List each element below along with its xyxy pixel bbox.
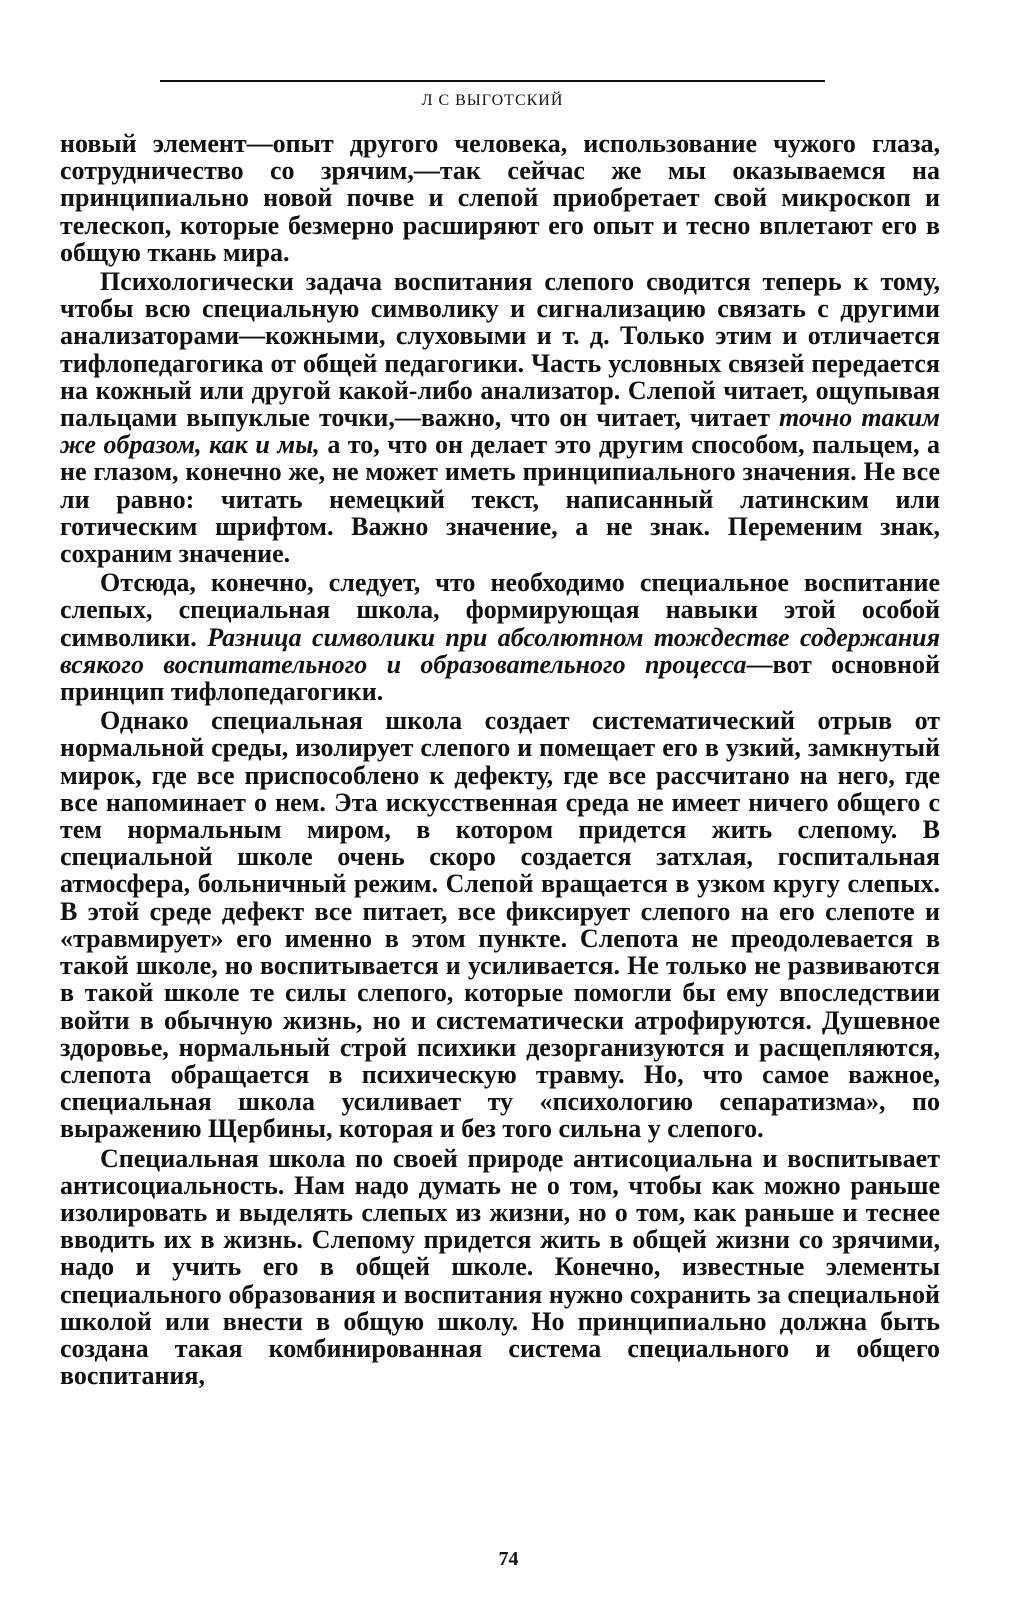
paragraph-2-text-a: Психологически задача воспитания слепого сводится теперь к тому, чтобы всю специальную символику и сигнализацию связать с другими анализаторами—кожными, слуховыми и т. д. Только этим и отличается тифлопедагогика от общей педагогики. Часть условных связей передается на кожный или другой какой-либо анализатор. Слепой читает, ощупывая пальцами выпуклые точки,—важно, что он читает, читает [60,267,940,433]
main-text [60,130,940,1389]
paragraph-2-emphasis: точно таким же образом, как и мы, [60,403,940,460]
paragraph-4-text: Однако специальная школа создает систематический отрыв от нормальной среды, изолирует слепого и помещает его в узкий, замкнутый мирок, где все приспособлено к дефекту, где все рассчитано на него, где все напоминает о нем. Эта искусственная среда не имеет ничего общего с тем нормальным миром, в котором придется жить слепому. В специальной школе очень скоро создается затхлая, госпитальная атмосфера, больничный режим. Слепой вращается в узком кругу слепых. В этой среде дефект все питает, все фиксирует слепого на его слепоте и «травмирует» его именно в этом пункте. Слепота не преодолевается в такой школе, но воспитывается и усиливается. Не только не развиваются в такой школе те силы слепого, которые помогли бы ему впоследствии войти в обычную жизнь, но и систематически атрофируются. Душевное здоровье, нормальный строй психики дезорганизуются и расщепляются, слепота обращается в психическую травму. Но, что самое важное, специальная школа усиливает ту «психологию сепаратизма», по выражению Щербины, которая и без того сильна у слепого. [60,706,940,1144]
paragraph-1-text: новый элемент—опыт другого человека, использование чужого глаза, сотрудничество со зрячим,—так сейчас же мы оказываемся на принципиально новой почве и слепой приобретает свой микроскоп и телескоп, которые безмерно расширяют его опыт и тесно вплетают его в общую ткань мира. [60,129,940,267]
paragraph-2-text-b: а то, что он делает это другим способом, пальцем, а не глазом, конечно же, не может иметь принципиального значения. Не все ли равно: читать немецкий текст, написанный латинским или готическим шрифтом. Важно значение, а не знак. Переменим знак, сохраним значение. [60,430,941,569]
header-rule [160,80,825,82]
paragraph-1 [60,130,940,266]
paragraph-2 [60,268,940,567]
paragraph-5-text: Специальная школа по своей природе антисоциальна и воспитывает антисоциальность. Нам надо думать не о том, чтобы как можно раньше изолировать и выделять слепых из жизни, но о том, как раньше и теснее вводить их в жизнь. Слепому придется жить в общей жизни со зрячими, надо и учить его в общей школе. Конечно, известные элементы специального образования и воспитания нужно сохранить за специальной школой или внести в общую школу. Но принципиально должна быть создана такая комбинированная система специального и общего воспитания, [60,1143,940,1391]
paragraph-3-text-a: Отсюда, конечно, следует, что необходимо специальное воспитание слепых, специальная школа, формирующая навыки этой особой символики. [60,568,940,652]
running-head: Л С ВЫГОТСКИЙ [421,92,564,109]
paragraph-5 [60,1145,940,1390]
paragraph-3-text-b: —вот основной принцип тифлопедагогики. [60,649,940,707]
paragraph-3-emphasis: Разница символики при абсолютном тождестве содержания всякого воспитательного и образовательного процесса [60,622,940,679]
page-number: 74 [498,1548,519,1570]
paragraph-4 [60,707,940,1142]
paragraph-3 [60,569,940,705]
